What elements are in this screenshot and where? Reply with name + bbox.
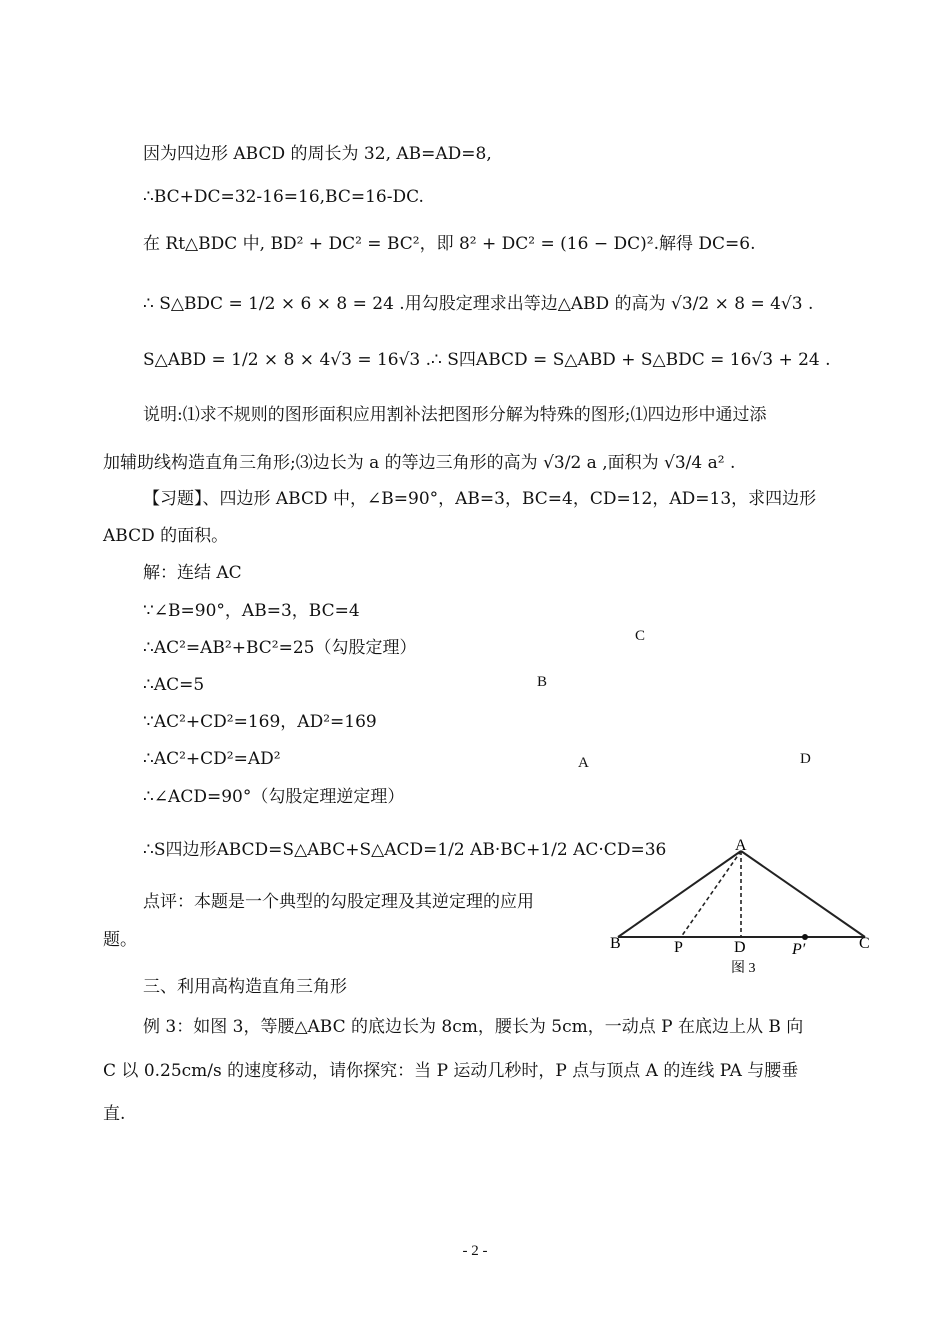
text-line: ∴AC=5: [143, 675, 205, 695]
text-line: ∴S四边形ABCD=S△ABC+S△ACD=1/2 AB·BC+1/2 AC·CD=36: [143, 840, 667, 860]
text-line: 三、利用高构造直角三角形: [143, 977, 347, 997]
text-line: 在 Rt△BDC 中, BD² + DC² = BC²，即 8² + DC² = (16 − DC)².解得 DC=6.: [143, 234, 756, 254]
text-line: ABCD 的面积。: [103, 526, 229, 546]
text-line: 题。: [103, 930, 137, 950]
fig3-caption: 图 3: [731, 961, 756, 976]
text-line: ∵∠B=90°，AB=3，BC=4: [143, 601, 360, 621]
fig3-label-b: B: [610, 935, 621, 952]
text-line: 说明:⑴求不规则的图形面积应用割补法把图形分解为特殊的图形;⑴四边形中通过添: [143, 405, 767, 425]
fig3-label-p: P: [674, 939, 683, 956]
text-line: 点评：本题是一个典型的勾股定理及其逆定理的应用: [143, 892, 534, 912]
text-line: ∵AC²+CD²=169，AD²=169: [143, 712, 377, 732]
text-line: ∴BC+DC=32-16=16,BC=16-DC.: [143, 187, 424, 207]
text-line: ∴AC²=AB²+BC²=25（勾股定理）: [143, 638, 417, 658]
text-line: S△ABD = 1/2 × 8 × 4√3 = 16√3 .∴ S四ABCD = S△ABD + S△BDC = 16√3 + 24 .: [143, 350, 831, 370]
text-line: 因为四边形 ABCD 的周长为 32, AB=AD=8,: [143, 144, 492, 164]
text-line: C 以 0.25cm/s 的速度移动，请你探究：当 P 运动几秒时，P 点与顶点 A 的连线 PA 与腰垂: [103, 1061, 799, 1081]
quad-label-b: B: [537, 674, 548, 690]
figure-3-triangle: [600, 830, 890, 980]
text-line: 【习题】、四边形 ABCD 中，∠B=90°，AB=3，BC=4，CD=12，AD=13，求四边形: [143, 489, 817, 509]
quad-label-a: A: [578, 755, 589, 771]
text-line: 解：连结 AC: [143, 563, 242, 583]
text-line: ∴AC²+CD²=AD²: [143, 749, 281, 769]
text-line: ∴∠ACD=90°（勾股定理逆定理）: [143, 787, 405, 807]
fig3-label-c: C: [859, 935, 870, 952]
text-line: 例 3：如图 3，等腰△ABC 的底边长为 8cm，腰长为 5cm，一动点 P 在底边上从 B 向: [143, 1017, 804, 1037]
fig3-label-p-prime: P′: [792, 941, 806, 958]
text-line: 加辅助线构造直角三角形;⑶边长为 a 的等边三角形的高为 √3/2 a ,面积为 √3/4 a² .: [103, 453, 736, 473]
fig3-label-a: A: [735, 837, 747, 854]
quad-label-d: D: [800, 751, 811, 767]
text-line: ∴ S△BDC = 1/2 × 6 × 8 = 24 .用勾股定理求出等边△ABD 的高为 √3/2 × 8 = 4√3 .: [143, 294, 814, 314]
text-line: 直.: [103, 1104, 126, 1124]
fig3-label-d: D: [734, 939, 746, 956]
page-number: - 2 -: [462, 1243, 488, 1259]
quad-label-c: C: [635, 628, 646, 644]
